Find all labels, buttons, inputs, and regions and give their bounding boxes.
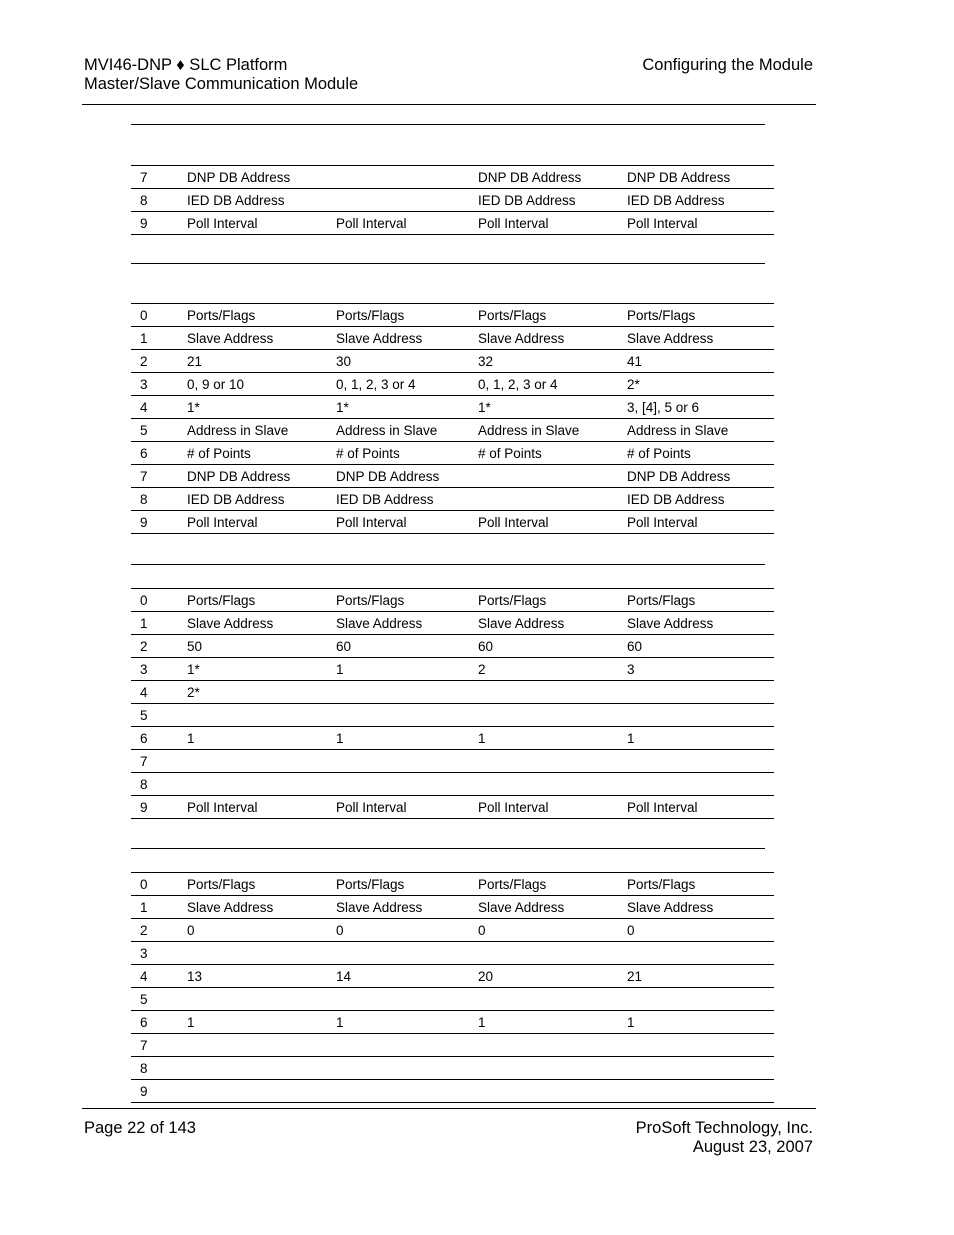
table-row: [131, 796, 774, 819]
table-row: [131, 773, 774, 796]
table-cell: [336, 681, 478, 704]
table-cell: IED DB Address: [336, 488, 478, 511]
table-cell: 20: [478, 965, 627, 988]
table-row: [131, 488, 774, 511]
table-cell: [336, 1057, 478, 1080]
table-cell: DNP DB Address: [336, 465, 478, 488]
table-row: [131, 212, 774, 235]
table-cell: Address in Slave: [336, 419, 478, 442]
table-cell: [627, 988, 774, 1011]
table-cell: [336, 773, 478, 796]
table-row: [131, 465, 774, 488]
caption-divider: [131, 124, 765, 125]
table-cell: 1: [336, 1011, 478, 1034]
table-cell: [478, 1080, 627, 1103]
table-row: [131, 635, 774, 658]
table-cell: 1*: [336, 396, 478, 419]
table-cell: Poll Interval: [478, 796, 627, 819]
table-block-2: [131, 263, 765, 534]
footer-divider: [82, 1108, 816, 1109]
table-cell: Poll Interval: [627, 511, 774, 534]
table-cell: 1: [627, 1011, 774, 1034]
table-cell: [627, 681, 774, 704]
table-cell: [478, 750, 627, 773]
caption-divider: [131, 263, 765, 264]
header-title-line-2: Master/Slave Communication Module: [84, 75, 359, 93]
table-cell: 0: [336, 919, 478, 942]
table-cell: 3: [627, 658, 774, 681]
table-cell: [627, 773, 774, 796]
table-cell: Poll Interval: [187, 796, 336, 819]
table-cell: 1*: [478, 396, 627, 419]
row-index-cell: 2: [131, 919, 187, 942]
row-index-cell: 7: [131, 465, 187, 488]
table-cell: [478, 773, 627, 796]
register-table: [131, 872, 774, 1103]
table-cell: 0, 1, 2, 3 or 4: [336, 373, 478, 396]
table-cell: [336, 942, 478, 965]
table-row: [131, 988, 774, 1011]
table-cell: [478, 1057, 627, 1080]
table-cell: DNP DB Address: [627, 465, 774, 488]
row-index-cell: 6: [131, 442, 187, 465]
table-cell: Poll Interval: [336, 796, 478, 819]
header-divider: [82, 104, 816, 105]
table-row: [131, 896, 774, 919]
table-row: [131, 396, 774, 419]
table-cell: 30: [336, 350, 478, 373]
table-row: [131, 750, 774, 773]
table-cell: 0, 9 or 10: [187, 373, 336, 396]
table-row: [131, 612, 774, 635]
table-cell: 50: [187, 635, 336, 658]
table-cell: [187, 988, 336, 1011]
table-row: [131, 419, 774, 442]
row-index-cell: 7: [131, 1034, 187, 1057]
table-row: [131, 373, 774, 396]
row-index-cell: 9: [131, 212, 187, 235]
table-cell: Address in Slave: [187, 419, 336, 442]
table-cell: Slave Address: [187, 896, 336, 919]
table-cell: Ports/Flags: [627, 873, 774, 896]
caption-divider: [131, 848, 765, 849]
row-index-cell: 1: [131, 612, 187, 635]
row-index-cell: 0: [131, 873, 187, 896]
table-cell: [627, 1034, 774, 1057]
table-cell: 14: [336, 965, 478, 988]
table-cell: 2*: [627, 373, 774, 396]
table-cell: IED DB Address: [187, 189, 336, 212]
table-cell: [627, 942, 774, 965]
table-cell: IED DB Address: [627, 189, 774, 212]
table-cell: Poll Interval: [478, 511, 627, 534]
table-cell: [187, 704, 336, 727]
table-cell: Ports/Flags: [187, 304, 336, 327]
table-row: [131, 681, 774, 704]
footer-company-block: [636, 1119, 813, 1157]
table-cell: Ports/Flags: [187, 589, 336, 612]
row-index-cell: 5: [131, 704, 187, 727]
table-row: [131, 1080, 774, 1103]
table-cell: # of Points: [627, 442, 774, 465]
row-index-cell: 1: [131, 896, 187, 919]
table-row: [131, 189, 774, 212]
row-index-cell: 4: [131, 681, 187, 704]
table-cell: Slave Address: [478, 612, 627, 635]
table-row: [131, 1034, 774, 1057]
table-cell: 1: [478, 727, 627, 750]
table-cell: Ports/Flags: [478, 873, 627, 896]
table-cell: Slave Address: [627, 896, 774, 919]
table-cell: Poll Interval: [336, 212, 478, 235]
company-name: ProSoft Technology, Inc.: [635, 1119, 813, 1137]
table-cell: 1*: [187, 658, 336, 681]
row-index-cell: 6: [131, 1011, 187, 1034]
register-table: [131, 588, 774, 819]
table-cell: IED DB Address: [187, 488, 336, 511]
table-row: [131, 589, 774, 612]
table-cell: [478, 1034, 627, 1057]
table-row: [131, 304, 774, 327]
table-cell: [336, 1080, 478, 1103]
table-cell: [627, 750, 774, 773]
row-index-cell: 9: [131, 1080, 187, 1103]
row-index-cell: 0: [131, 304, 187, 327]
table-cell: Slave Address: [478, 896, 627, 919]
table-cell: 1*: [187, 396, 336, 419]
table-block-4: [131, 848, 765, 1103]
row-index-cell: 4: [131, 965, 187, 988]
header-title-line-1: MVI46-DNP ♦ SLC Platform: [84, 56, 288, 74]
table-cell: [336, 189, 478, 212]
table-cell: Ports/Flags: [336, 304, 478, 327]
row-index-cell: 0: [131, 589, 187, 612]
row-index-cell: 9: [131, 796, 187, 819]
table-cell: [627, 704, 774, 727]
table-cell: 2*: [187, 681, 336, 704]
table-block-1: [131, 124, 765, 235]
row-index-cell: 9: [131, 511, 187, 534]
table-row: [131, 166, 774, 189]
table-cell: DNP DB Address: [478, 166, 627, 189]
table-cell: Slave Address: [336, 896, 478, 919]
row-index-cell: 2: [131, 350, 187, 373]
table-cell: 0: [478, 919, 627, 942]
document-date: August 23, 2007: [692, 1138, 813, 1156]
table-cell: [187, 1057, 336, 1080]
table-cell: 1: [336, 727, 478, 750]
table-cell: [627, 1057, 774, 1080]
table-row: [131, 942, 774, 965]
register-table: [131, 165, 774, 235]
table-cell: [336, 750, 478, 773]
row-index-cell: 7: [131, 166, 187, 189]
table-cell: [478, 465, 627, 488]
table-cell: Slave Address: [627, 612, 774, 635]
table-cell: Poll Interval: [627, 212, 774, 235]
table-cell: # of Points: [336, 442, 478, 465]
table-cell: Ports/Flags: [478, 589, 627, 612]
table-cell: Address in Slave: [478, 419, 627, 442]
table-cell: [478, 704, 627, 727]
table-cell: Slave Address: [336, 612, 478, 635]
table-cell: [336, 704, 478, 727]
table-cell: 13: [187, 965, 336, 988]
table-cell: IED DB Address: [478, 189, 627, 212]
table-cell: Poll Interval: [187, 511, 336, 534]
row-index-cell: 5: [131, 419, 187, 442]
table-cell: Slave Address: [627, 327, 774, 350]
table-row: [131, 327, 774, 350]
table-row: [131, 442, 774, 465]
table-cell: 1: [187, 727, 336, 750]
table-cell: Poll Interval: [187, 212, 336, 235]
table-cell: 21: [627, 965, 774, 988]
table-cell: 0: [187, 919, 336, 942]
table-cell: [478, 488, 627, 511]
table-cell: Ports/Flags: [478, 304, 627, 327]
row-index-cell: 3: [131, 373, 187, 396]
row-index-cell: 3: [131, 942, 187, 965]
table-row: [131, 965, 774, 988]
table-cell: 21: [187, 350, 336, 373]
row-index-cell: 8: [131, 488, 187, 511]
table-cell: [336, 1034, 478, 1057]
row-index-cell: 3: [131, 658, 187, 681]
table-cell: Ports/Flags: [336, 589, 478, 612]
page-header-title: [84, 56, 358, 94]
table-cell: Poll Interval: [478, 212, 627, 235]
table-row: [131, 1011, 774, 1034]
table-cell: [478, 681, 627, 704]
row-index-cell: 2: [131, 635, 187, 658]
table-row: [131, 350, 774, 373]
table-cell: Ports/Flags: [187, 873, 336, 896]
table-cell: DNP DB Address: [187, 166, 336, 189]
table-cell: 3, [4], 5 or 6: [627, 396, 774, 419]
table-cell: Slave Address: [187, 327, 336, 350]
table-cell: Ports/Flags: [627, 589, 774, 612]
table-row: [131, 919, 774, 942]
table-cell: [627, 1080, 774, 1103]
table-cell: DNP DB Address: [187, 465, 336, 488]
table-row: [131, 873, 774, 896]
table-cell: IED DB Address: [627, 488, 774, 511]
table-cell: [187, 1034, 336, 1057]
table-cell: 41: [627, 350, 774, 373]
table-cell: [187, 942, 336, 965]
header-section-title: Configuring the Module: [642, 56, 813, 74]
table-cell: [336, 166, 478, 189]
table-cell: Address in Slave: [627, 419, 774, 442]
table-cell: DNP DB Address: [627, 166, 774, 189]
table-cell: 1: [478, 1011, 627, 1034]
table-row: [131, 658, 774, 681]
register-table: [131, 303, 774, 534]
table-cell: Slave Address: [187, 612, 336, 635]
table-cell: 60: [478, 635, 627, 658]
table-row: [131, 1057, 774, 1080]
table-cell: 60: [627, 635, 774, 658]
row-index-cell: 8: [131, 189, 187, 212]
table-block-3: [131, 564, 765, 819]
table-cell: 1: [187, 1011, 336, 1034]
row-index-cell: 8: [131, 1057, 187, 1080]
table-cell: [336, 988, 478, 1011]
table-cell: # of Points: [187, 442, 336, 465]
row-index-cell: 5: [131, 988, 187, 1011]
table-cell: Ports/Flags: [627, 304, 774, 327]
table-cell: [478, 988, 627, 1011]
row-index-cell: 4: [131, 396, 187, 419]
table-row: [131, 511, 774, 534]
table-cell: [478, 942, 627, 965]
table-cell: 32: [478, 350, 627, 373]
table-cell: 2: [478, 658, 627, 681]
table-cell: 1: [627, 727, 774, 750]
row-index-cell: 6: [131, 727, 187, 750]
table-row: [131, 704, 774, 727]
table-cell: [187, 773, 336, 796]
table-cell: Slave Address: [478, 327, 627, 350]
page-number: Page 22 of 143: [84, 1119, 196, 1137]
table-cell: 0, 1, 2, 3 or 4: [478, 373, 627, 396]
table-cell: [187, 750, 336, 773]
table-row: [131, 727, 774, 750]
table-cell: Ports/Flags: [336, 873, 478, 896]
table-cell: 0: [627, 919, 774, 942]
row-index-cell: 1: [131, 327, 187, 350]
table-cell: # of Points: [478, 442, 627, 465]
row-index-cell: 7: [131, 750, 187, 773]
table-cell: Poll Interval: [627, 796, 774, 819]
table-cell: 60: [336, 635, 478, 658]
table-cell: [187, 1080, 336, 1103]
row-index-cell: 8: [131, 773, 187, 796]
table-cell: Poll Interval: [336, 511, 478, 534]
table-cell: 1: [336, 658, 478, 681]
caption-divider: [131, 564, 765, 565]
table-cell: Slave Address: [336, 327, 478, 350]
